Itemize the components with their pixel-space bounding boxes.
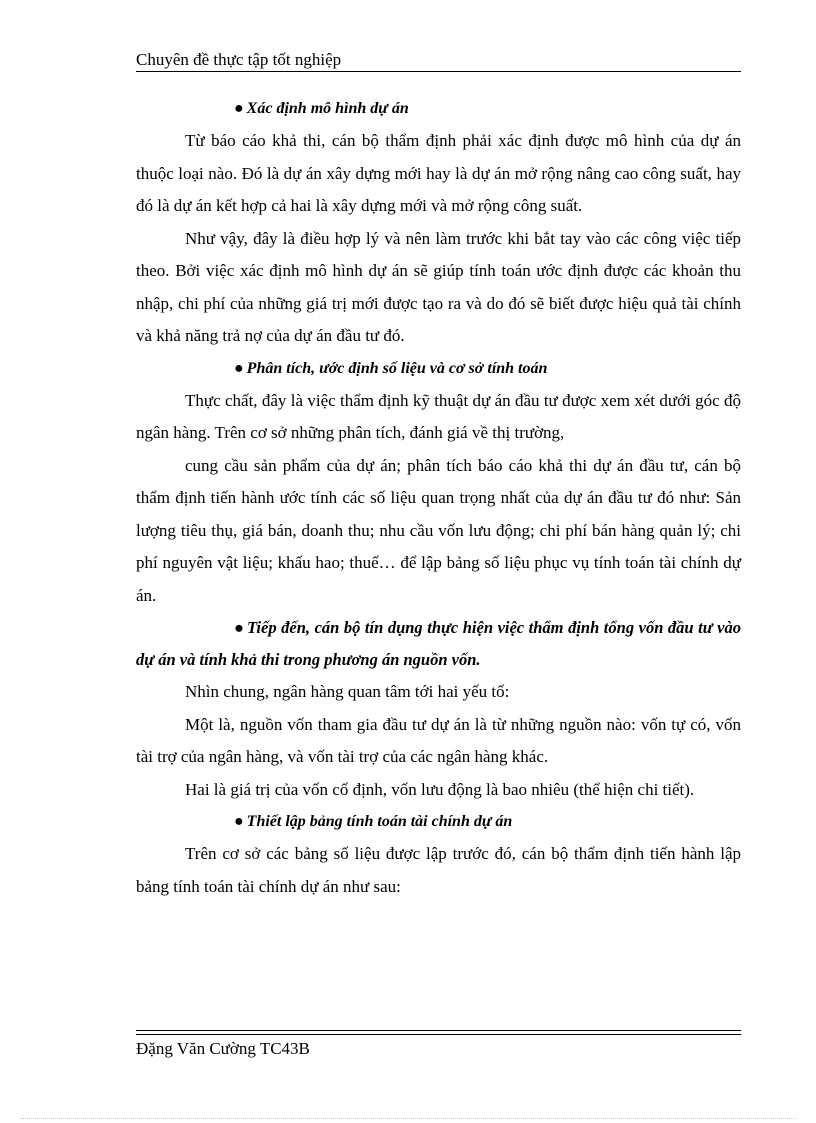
section-heading-text: Xác định mô hình dự án [246,100,409,117]
section-heading-text: Thiết lập bảng tính toán tài chính dự án [246,813,513,830]
section-heading-text: Phân tích, ước định số liệu và cơ sở tính toán [246,359,548,377]
page-edge-dotted-line [20,1118,796,1119]
section-heading-analysis [136,353,741,385]
paragraph-capital-factor-one: Một là, nguồn vốn tham gia đầu tư dự án là từ những nguồn nào: vốn tự có, vốn tài trợ của ngân hàng, và vốn tài trợ của các ngân hàng khác. [136,714,741,766]
paragraph-model-description: Từ báo cáo khả thi, cán bộ thẩm định phải xác định được mô hình của dự án thuộc loại nào. Đó là dự án xây dựng mới hay là dự án mở rộng nâng cao công suất, hay đó là dự án kết hợp cả hai là xây dựng mới và mở rộng công suất. [136,131,741,215]
section-heading-text: Tiếp đến, cán bộ tín dụng thực hiện việc thẩm định tổng vốn đầu tư vào dự án và tính khả thi trong phương án nguồn vốn. [136,618,741,669]
section-heading-model [136,93,741,125]
document-body [136,93,741,903]
footer-rule-top [136,1030,741,1031]
paragraph-analysis-intro: Thực chất, đây là việc thẩm định kỹ thuật dự án đầu tư được xem xét dưới góc độ ngân hàng. Trên cơ sở những phân tích, đánh giá về thị trường, [136,390,741,442]
paragraph-capital-intro: Nhìn chung, ngân hàng quan tâm tới hai yếu tố: [185,682,510,701]
bullet-icon: ● [234,359,244,377]
section-heading-capital [136,612,741,676]
bullet-icon: ● [234,618,244,637]
paragraph-analysis-details: cung cầu sản phẩm của dự án; phân tích báo cáo khả thi dự án đầu tư, cán bộ thẩm định tiến hành ước tính các số liệu quan trọng nhất của dự án đầu tư đó như: Sản lượng tiêu thụ, giá bán, doanh thu; nhu cầu vốn lưu động; chi phí bán hàng quản lý; chi phí nguyên vật liệu; khấu hao; thuế… để lập bảng số liệu phục vụ tính toán tài chính dự án. [136,455,741,605]
page-footer-author: Đặng Văn Cường TC43B [136,1039,310,1058]
header-rule [136,71,741,72]
paragraph-model-reason: Như vậy, đây là điều hợp lý và nên làm trước khi bắt tay vào các công việc tiếp theo. Bởi việc xác định mô hình dự án sẽ giúp tính toán ước định được các khoản thu nhập, chi phí của những giá trị mới được tạo ra và do đó sẽ biết được hiệu quả tài chính và khả năng trả nợ của dự án đầu tư đó. [136,228,741,345]
footer-rule-bottom [136,1034,741,1035]
section-heading-financial-table [136,806,741,838]
page-header-title: Chuyên đề thực tập tốt nghiệp [136,50,342,69]
paragraph-financial-table: Trên cơ sở các bảng số liệu được lập trước đó, cán bộ thẩm định tiến hành lập bảng tính toán tài chính dự án như sau: [136,844,741,896]
paragraph-capital-factor-two: Hai là giá trị của vốn cố định, vốn lưu động là bao nhiêu (thể hiện chi tiết). [185,779,695,799]
bullet-icon: ● [234,100,244,117]
bullet-icon: ● [234,813,244,830]
